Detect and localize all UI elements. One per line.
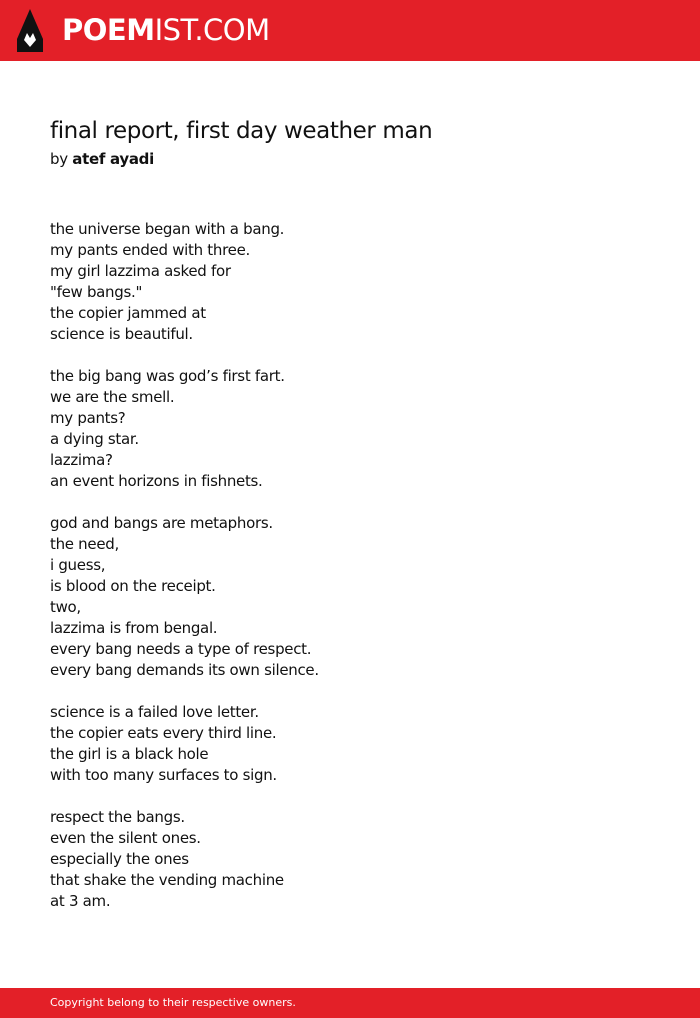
poem-line: the copier eats every third line. (50, 724, 277, 742)
site-header (0, 0, 700, 61)
site-footer (0, 988, 700, 1018)
poem-line: an event horizons in fishnets. (50, 472, 263, 490)
byline (50, 149, 154, 169)
poem-line: science is beautiful. (50, 325, 193, 343)
poem-line: lazzima? (50, 451, 113, 469)
poem-line: especially the ones (50, 850, 189, 868)
site-logo[interactable] (62, 12, 270, 48)
poem-line: we are the smell. (50, 388, 175, 406)
pencil-tip-icon[interactable] (17, 9, 43, 52)
by-label: by (50, 150, 68, 168)
stanza (50, 366, 650, 492)
poem-line: god and bangs are metaphors. (50, 514, 273, 532)
poem-line: respect the bangs. (50, 808, 185, 826)
stanza (50, 807, 650, 912)
poem-line: my pants? (50, 409, 126, 427)
poem-line: every bang needs a type of respect. (50, 640, 312, 658)
copyright-text: Copyright belong to their respective owners. (50, 996, 296, 1009)
poem-line: my girl lazzima asked for (50, 262, 231, 280)
poem-line: a dying star. (50, 430, 139, 448)
poem-line: the copier jammed at (50, 304, 206, 322)
poem-line: is blood on the receipt. (50, 577, 216, 595)
brand-bold: POEM (62, 13, 155, 47)
poem-line: i guess, (50, 556, 106, 574)
poem-title: final report, first day weather man (50, 118, 433, 144)
stanza (50, 702, 650, 786)
poem-body (50, 219, 650, 933)
poem-line: the girl is a black hole (50, 745, 209, 763)
poem-line: the universe began with a bang. (50, 220, 285, 238)
poem-line: even the silent ones. (50, 829, 201, 847)
poem-line: lazzima is from bengal. (50, 619, 218, 637)
poem-line: science is a failed love letter. (50, 703, 259, 721)
brand-light: IST.COM (154, 13, 270, 47)
poem-line: with too many surfaces to sign. (50, 766, 277, 784)
poem-line: the need, (50, 535, 119, 553)
poem-line: at 3 am. (50, 892, 111, 910)
poem-line: two, (50, 598, 81, 616)
poem-line: the big bang was god’s first fart. (50, 367, 285, 385)
stanza (50, 219, 650, 345)
poem-line: every bang demands its own silence. (50, 661, 319, 679)
poem-line: "few bangs." (50, 283, 143, 301)
poem-line: my pants ended with three. (50, 241, 250, 259)
stanza (50, 513, 650, 681)
poem-line: that shake the vending machine (50, 871, 284, 889)
author-name: atef ayadi (72, 150, 154, 168)
